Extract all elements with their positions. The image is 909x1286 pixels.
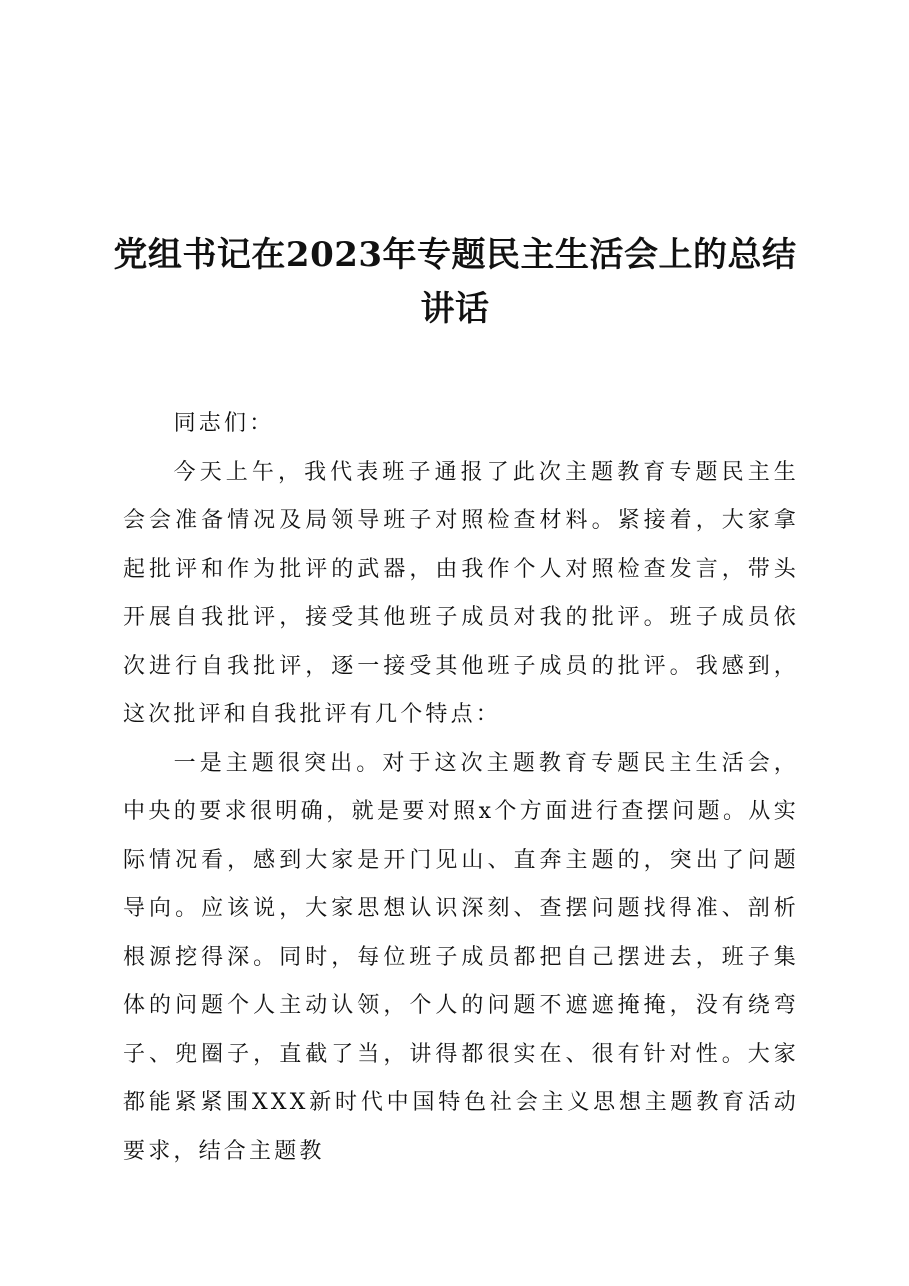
document-title: 党组书记在2023年专题民主生活会上的总结讲话 (113, 235, 797, 329)
salutation: 同志们： (173, 411, 275, 436)
document-body (123, 400, 799, 1176)
paragraph-1: 今天上午，我代表班子通报了此次主题教育专题民主生会会准备情况及局领导班子对照检查材料。紧接着，大家拿起批评和作为批评的武器，由我作个人对照检查发言，带头开展自我批评，接受其他班子成员对我的批评。班子成员依次进行自我批评，逐一接受其他班子成员的批评。我感到，这次批评和自我批评有几个特点： (123, 459, 799, 727)
paragraph-2: 一是主题很突出。对于这次主题教育专题民主生活会，中央的要求很明确，就是要对照x个方面进行查摆问题。从实际情况看，感到大家是开门见山、直奔主题的，突出了问题导向。应该说，大家思想认识深刻、查摆问题找得准、剖析根源挖得深。同时，每位班子成员都把自己摆进去，班子集体的问题个人主动认领，个人的问题不遮遮掩掩，没有绕弯子、兜圈子，直截了当，讲得都很实在、很有针对性。大家都能紧紧围XXX新时代中国特色社会主义思想主题教育活动要求，结合主题教 (123, 750, 799, 1164)
